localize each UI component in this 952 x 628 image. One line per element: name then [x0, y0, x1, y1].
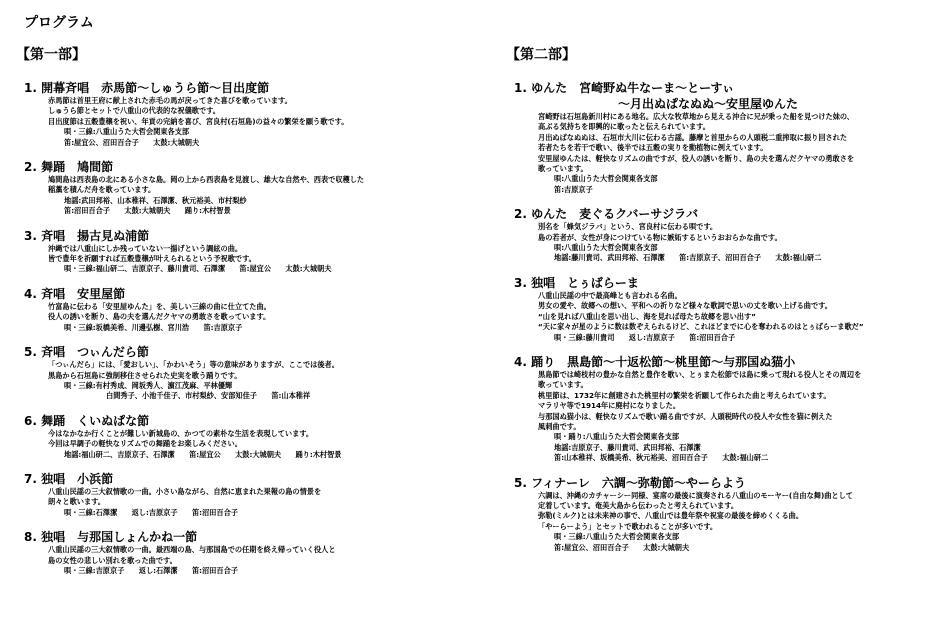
program-item-description: 今回は早調子の軽快なリズムでの舞踊をお楽しみください。: [48, 439, 242, 449]
program-item-title: 3. 斉唱 揚古見ぬ浦節: [24, 228, 150, 243]
program-item: [16, 529, 456, 576]
program-item-credits: 笛:吉原京子: [554, 184, 593, 194]
program-item-description: “天に家々が星のように数は数ぞえられるけど、これほどまでに心を奪われるのはとぅばらーま歌だ”: [538, 322, 864, 332]
program-item-credits: 唄:八重山うた大哲会関東各支部: [554, 243, 658, 253]
program-item-description: 八重山民謡の三大叙情歌の一曲。小さい島ながら、自然に恵まれた果報の島の情景を: [48, 486, 322, 496]
part-two-program-list: [506, 80, 936, 553]
program-item-description: 歌っています。: [538, 380, 588, 390]
program-item-description: 沖縄では八重山にしか残っていない一揚げという調絃の曲。: [48, 243, 243, 253]
program-item-title: 1. 開幕斉唱 赤馬節～しゅうら節～目出度節: [24, 81, 270, 95]
program-item-description: 朗々と歌います。: [48, 497, 105, 507]
program-item-credits: 地謡:武田邦裕、山本稚祥、石澤潔、秋元裕美、市村梨紗: [64, 195, 247, 205]
program-item-credits: 唄・三線:藤川貴司 返し:吉原京子 笛:沼田百合子: [554, 332, 736, 342]
program-item-title: 1. ゆんた 宮崎野ぬ牛なーま～とーすぃ: [514, 81, 735, 95]
program-item-title: 4. 踊り 黒島節～十返松節～桃里節～与那国ぬ猫小: [514, 354, 796, 369]
part-one-column: [16, 44, 456, 587]
program-item: [16, 471, 456, 518]
program-item-description: 黒島から石垣島に強制移住させられた史実を歌う踊りです。: [48, 370, 242, 380]
program-item-description: 今はなかなか行くことが難しい新城島の、かつての素朴な生活を表現しています。: [48, 428, 314, 438]
program-item-description: 月出ぬぱなぬぬは、石垣市大川に伝わる古謡。藤摩と首里からの人頭税二重搾取に振り回された: [538, 132, 848, 142]
program-item-credits: 唄・踊り:八重山うた大哲会関東各支部: [554, 432, 680, 442]
program-item-description: 鳩間島は西表島の北にある小さな島。岡の上から西表島を見渡し、雄大な自然や、西表で収穫した: [48, 175, 365, 185]
program-item-credits: 地謡:藤川貴司、武田邦裕、石澤潔 笛:吉原京子、沼田百合子 太鼓:福山研二: [554, 253, 822, 263]
program-item-description: 桃里節は、1732年に創建された桃里村の繁栄を祈願して作られた曲と考えられています。: [538, 390, 831, 400]
program-item-description: マラリヤ等で1914年に廃村になりました。: [538, 401, 681, 411]
program-item-title: 4. 斉唱 安里屋節: [24, 286, 126, 301]
program-item-credits: 唄・三線:石澤潔 返し:吉原京子 笛:沼田百合子: [64, 507, 238, 517]
program-item-description: 風刺曲です。: [538, 421, 581, 431]
program-item-title: 8. 独唱 与那国しょんかね一節: [24, 530, 198, 545]
program-item-credits: 唄・三線:有村秀成、岡坂秀人、濵江茂麻、平林優輝: [64, 380, 233, 390]
program-item-description: 役人の誘いを断り、島の夫を選んだクヤマの勇敢さを歌っています。: [48, 312, 271, 322]
program-item-title: 3. 独唱 とぅばらーま: [514, 275, 639, 290]
program-item: [16, 228, 456, 275]
program-item-credits: 笛:山本稚祥、坂橋美希、秋元裕美、沼田百合子 太鼓:福山研二: [554, 453, 769, 463]
program-item-description: 目出度節は五穀豊穣を祝い、年貢の完納を喜び、宮良村(石垣島)の益々の繁栄を願う歌です。: [48, 116, 349, 126]
program-item-credits: 唄:八重山うた大哲会関東各支部: [554, 174, 658, 184]
program-item-credits: 笛:屋宜公、沼田百合子 太鼓:大城朝夫: [554, 542, 690, 552]
program-item-credits: 笛:屋宜公、沼田百合子 太鼓:大城朝夫: [64, 137, 200, 147]
program-item-credits: 唄・三線:福山研二、吉原京子、藤川貴司、石澤潔 笛:屋宜公 太鼓:大城朝夫: [64, 264, 332, 274]
program-item-title: 2. ゆんた 麦ぐるクバーサジラバ: [514, 207, 699, 222]
program-item-description: 男女の愛や、故郷への想い、平和への祈りなど様々な歌詞で思いの丈を歌い上げる曲です。: [538, 301, 832, 311]
program-item-description: 皆で豊年を祈願すれば五穀豊穣が叶えられるという予祝歌です。: [48, 254, 256, 264]
program-item-description: 島の若者が、女性が身につけている物に嫉妬するというおおらかな曲です。: [538, 232, 782, 242]
program-item: [16, 286, 456, 333]
program-item-description: 六調は、沖縄のカチャーシー同様、宴席の最後に演奏される八重山のモーヤー(自由な舞)曲として: [538, 490, 853, 500]
program-item: [16, 413, 456, 460]
program-item-description: 若者たちを若干で歌い、後半では五穀の実りを動植物に例えています。: [538, 143, 768, 153]
program-item: [16, 80, 456, 148]
program-item: [506, 475, 936, 553]
program-item-title: 6. 舞踊 くいぬぱな節: [24, 413, 150, 428]
program-item-title-continued: ～月出ぬぱなぬぬ～安里屋ゆんた: [617, 97, 798, 111]
part-one-program-list: [16, 80, 456, 576]
program-item-description: 「つぃんだら」には、「愛おしい」、「かわいそう」等の意味がありますが、ここでは後者。: [48, 360, 339, 370]
program-item-description: 島の女性の悲しい別れを歌った曲です。: [48, 555, 177, 565]
page-title: プログラム: [24, 15, 94, 31]
program-item-credits: 白間秀子、小池千佳子、市村梨紗、安部知佳子 笛:山本稚祥: [106, 391, 311, 401]
program-item-description: 竹富島に伝わる「安里屋ゆんた」を、美しい三線の曲に仕立てた曲。: [48, 301, 271, 311]
program-item-description: 八重山民謡の三大叙情歌の一曲。最西端の島、与那国島での任期を終え帰っていく役人と: [48, 545, 336, 555]
program-item: [16, 344, 456, 402]
program-item-title: 2. 舞踊 鳩間節: [24, 160, 114, 175]
program-item-credits: 地謡:吉原京子、藤川貴司、武田邦裕、石澤潔: [554, 442, 701, 452]
program-item-description: 宮崎野は石垣島新川村にある地名。広大な牧草地から見える沖合に兄が乗った船を見つけた妹の、: [538, 112, 854, 121]
program-item-description: 弥勒(ミルク)とは未来神の事で、八重山では豊年祭や祝宴の最後を締めくくる曲。: [538, 511, 804, 521]
program-item-credits: 唄・三線:八重山うた大哲会関東各支部: [554, 532, 680, 542]
program-item-description: 別名を「蜂気ジラバ」という、宮良村に伝わる唄です。: [538, 222, 718, 232]
program-item-description: 八重山民謡の中で最高峰とも言われる名曲。: [538, 290, 682, 300]
program-item: [16, 159, 456, 217]
program-item-description: 定着しています。奄美大島から伝わったと考えられています。: [538, 500, 739, 510]
program-item: [506, 80, 936, 195]
program-item-credits: 唄・三線:八重山うた大哲会関東各支部: [64, 127, 190, 137]
program-item-title: 7. 独唱 小浜節: [24, 471, 114, 486]
program-item-description: しゅうら節とセットで八重山の代表的な祝儀歌です。: [48, 106, 220, 116]
program-item-description: 赤馬節は首里王府に献上された赤毛の馬が戻ってきた喜びを歌っています。: [48, 96, 292, 105]
program-item: [506, 275, 936, 343]
program-item-title: 5. フィナーレ 六調～弥勒節～やーらよう: [514, 475, 746, 490]
program-item-description: 黒島節では崎枝村の豊かな自然と豊作を歌い、とぅまた松節では島に乗って現れる役人とその周辺を: [538, 369, 862, 379]
program-item-credits: 地謡:福山研二、吉原京子、石澤潔 笛:屋宜公 太鼓:大城朝夫 踊り:木村智景: [64, 449, 342, 459]
program-item: [506, 354, 936, 464]
program-item: [506, 206, 936, 264]
part-one-heading: 【第一部】: [16, 47, 86, 63]
program-item-description: 稲藁を積んだ舟を歌っています。: [48, 185, 156, 195]
program-item-credits: 唄・三線:吉原京子 返し:石澤潔 笛:沼田百合子: [64, 565, 238, 575]
program-item-description: 「やーらーよう」とセットで歌われることが多いです。: [538, 521, 718, 531]
program-item-description: 高ぶる気持ちを即興的に歌ったと伝えられています。: [538, 122, 710, 132]
part-two-column: [506, 44, 936, 564]
part-two-heading: 【第二部】: [506, 47, 576, 63]
program-item-description: 安里屋ゆんたは、軽快なリズムの曲ですが、役人の誘いを断り、島の夫を選んだクヤマの勇敢さを: [538, 153, 855, 163]
program-item-credits: 笛:沼田百合子 太鼓:大城朝夫 踊り:木村智景: [64, 206, 231, 216]
program-item-description: 与那国ぬ猫小は、軽快なリズムで歌い踊る曲ですが、人頭税時代の役人や女性を猫に例えた: [538, 411, 833, 421]
program-item-credits: 唄・三線:坂橋美希、川邊弘樹、宮川浩 笛:吉原京子: [64, 322, 243, 332]
program-item-description: 歌っています。: [538, 164, 588, 174]
program-item-title: 5. 斉唱 つぃんだら節: [24, 345, 149, 360]
program-item-description: “山を見れば八重山を思い出し、海を見れば母たち故郷を思い出す”: [538, 311, 756, 321]
